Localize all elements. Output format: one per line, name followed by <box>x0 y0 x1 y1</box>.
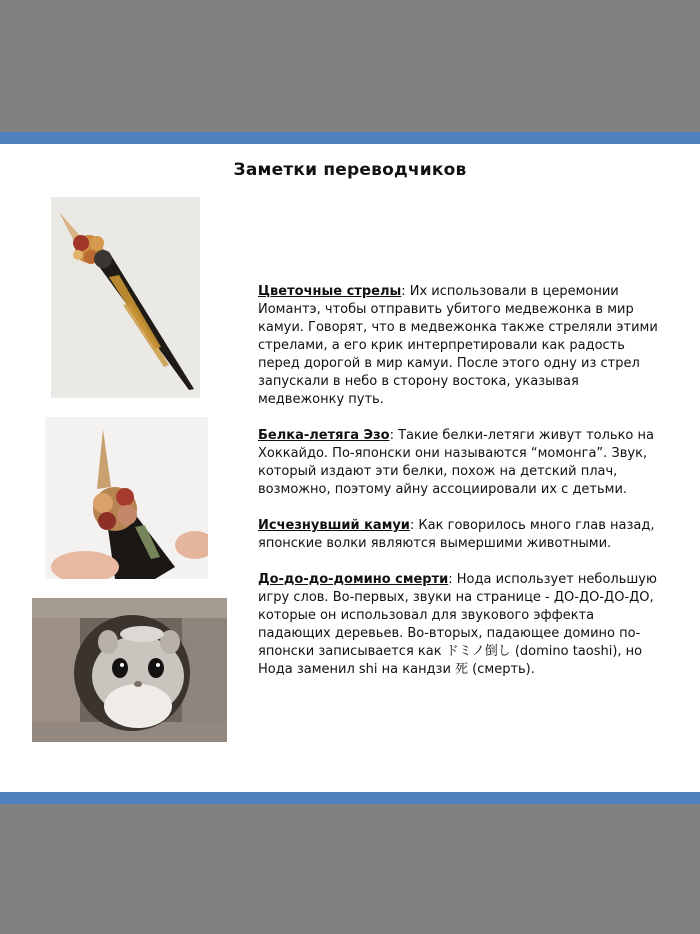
flower-arrow-photo <box>51 197 200 398</box>
bottom-accent-bar <box>0 792 700 804</box>
bottom-margin <box>0 804 700 934</box>
note-term: Белка-летяга Эзо <box>258 428 390 443</box>
translator-notes <box>258 283 658 697</box>
note-text: : Нода использует небольшую игру слов. Во-первых, звуки на странице - ДО-ДО-ДО-ДО, которые он использовал для звукового эффекта падающих деревьев. Во-вторых, падающее домино по-японски записывается как ドミノ倒し (domino taoshi), но Нода заменил shi на кандзи 死 (смерть). <box>258 572 657 677</box>
top-accent-bar <box>0 132 700 144</box>
page-title: Заметки переводчиков <box>233 160 467 180</box>
flower-arrow-closeup-photo <box>45 417 208 579</box>
note-flying-squirrel <box>258 427 658 499</box>
note-flower-arrows <box>258 283 658 409</box>
note-domino-of-death <box>258 571 658 679</box>
note-text: : Как говорилось много глав назад, японские волки являются вымершими животными. <box>258 518 655 551</box>
flying-squirrel-photo <box>32 598 227 742</box>
note-text: : Такие белки-летяги живут только на Хоккайдо. По-японски они называются “момонга”. Звук, который издают эти белки, похож на детский плач, возможно, поэтому айну ассоциировали их с детьми. <box>258 428 654 497</box>
top-margin <box>0 0 700 132</box>
note-term: Цветочные стрелы <box>258 284 402 299</box>
note-term: До-до-до-домино смерти <box>258 572 449 587</box>
note-text: : Их использовали в церемонии Иомантэ, чтобы отправить убитого медвежонка в мир камуи. Говорят, что в медвежонка также стреляли этими стрелами, а его крик интерпретировали как радость перед дорогой в мир камуи. После этого одну из стрел запускали в небо в сторону востока, указывая медвежонку путь. <box>258 284 658 407</box>
note-term: Исчезнувший камуи <box>258 518 410 533</box>
note-vanished-kamuy <box>258 517 658 553</box>
